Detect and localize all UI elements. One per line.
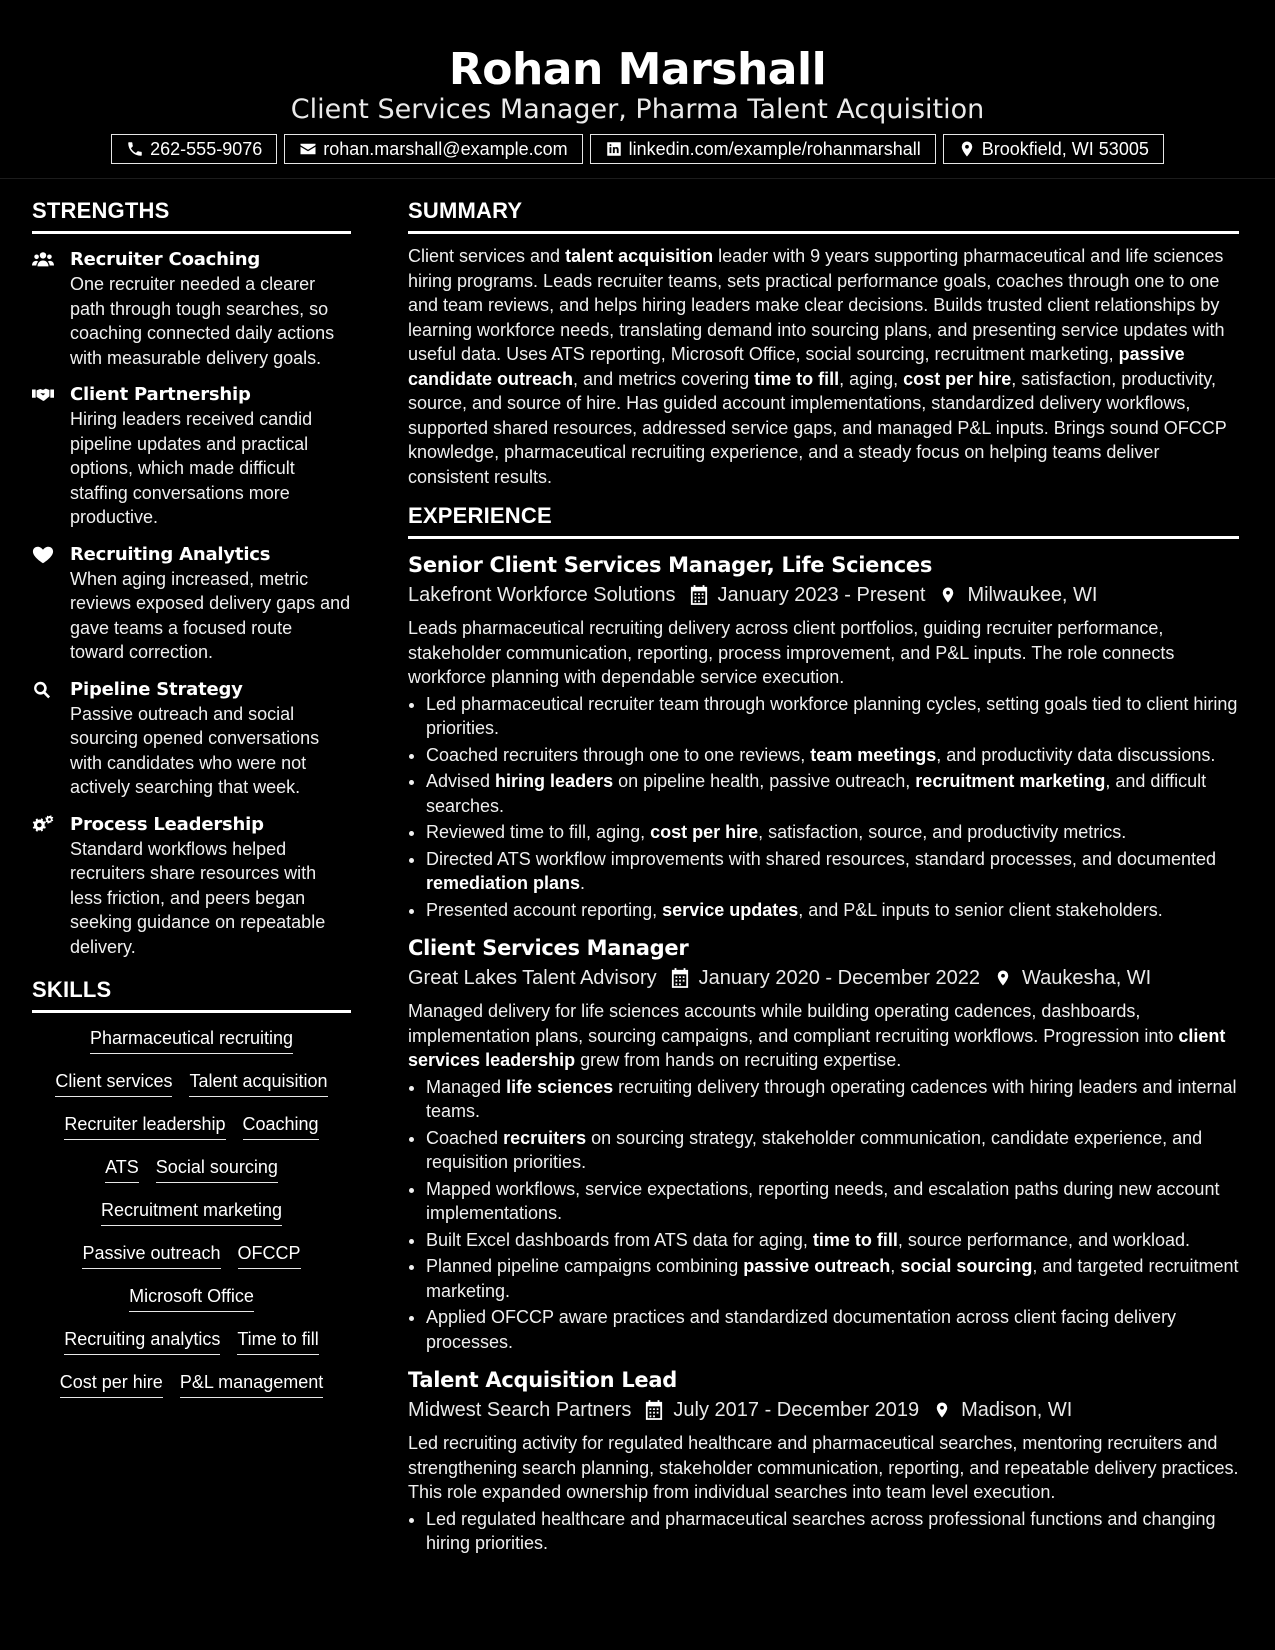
strengths-heading: STRENGTHS <box>32 198 351 234</box>
bullet-item: • Built Excel dashboards from ATS data for aging, time to fill, source performance, and workload. <box>426 1228 1239 1253</box>
job-title: Talent Acquisition Lead <box>408 1368 677 1392</box>
emphasis-text: remediation plans <box>426 873 581 893</box>
skill-tag: Recruiting analytics <box>64 1328 220 1355</box>
bullet-item: • Coached recruiters on sourcing strategy, stakeholder communication, candidate experience, and requisition priorities. <box>426 1126 1239 1175</box>
location-contact <box>943 134 1164 164</box>
strength-description: Standard workflows helped recruiters share resources with less friction, and peers began seeking guidance on repeatable delivery. <box>70 838 326 957</box>
skill-tag: ATS <box>105 1156 139 1183</box>
calendar-icon <box>671 968 689 988</box>
emphasis-text: cost per hire <box>903 368 1012 389</box>
calendar-icon <box>690 585 708 605</box>
emphasis-text: recruitment marketing <box>915 771 1106 791</box>
strength-item <box>32 248 351 370</box>
left-column <box>32 198 351 1414</box>
job-description: Leads pharmaceutical recruiting delivery across client portfolios, guiding recruiter performance, stakeholder communication, reporting, process improvement, and P&L inputs. The role connects workforce planning with dependable service execution. <box>408 618 1175 687</box>
job-meta <box>408 1395 1239 1425</box>
job-entry <box>408 551 1239 922</box>
map-pin-icon <box>933 1400 951 1420</box>
map-pin-icon <box>958 140 976 158</box>
bullet-item: • Managed life sciences recruiting delivery through operating cadences with hiring leaders and internal teams. <box>426 1075 1239 1124</box>
bullet-item: • Applied OFCCP aware practices and standardized documentation across client facing delivery processes. <box>426 1305 1239 1354</box>
candidate-name: Rohan Marshall <box>448 44 827 95</box>
job-dates: January 2020 - December 2022 <box>698 967 980 989</box>
emphasis-text: service updates <box>662 899 799 920</box>
strength-item <box>32 813 351 960</box>
bullet-item: • Mapped workflows, service expectations, reporting needs, and escalation paths during new account implementations. <box>426 1177 1239 1226</box>
strength-title: Recruiter Coaching <box>70 249 261 270</box>
phone-icon <box>126 140 144 158</box>
skill-tag: Cost per hire <box>60 1371 163 1398</box>
skill-tag: Recruitment marketing <box>101 1199 282 1226</box>
emphasis-text: cost per hire <box>650 822 759 842</box>
summary-heading: SUMMARY <box>408 198 1239 234</box>
emphasis-text: team meetings <box>810 744 937 765</box>
job-bullets <box>408 692 1239 923</box>
skill-row <box>129 1285 254 1312</box>
bullet-item: • Planned pipeline campaigns combining passive outreach, social sourcing, and targeted recruitment marketing. <box>426 1254 1239 1303</box>
gears-icon <box>32 813 70 960</box>
users-icon <box>32 248 70 370</box>
job-title: Client Services Manager <box>408 936 689 960</box>
map-pin-icon <box>939 585 957 605</box>
skill-tag: P&L management <box>180 1371 323 1398</box>
emphasis-text: hiring leaders <box>495 771 614 791</box>
map-pin-icon <box>994 968 1012 988</box>
email-text: rohan.marshall@example.com <box>323 138 568 159</box>
job-description: Led recruiting activity for regulated healthcare and pharmaceutical searches, mentoring recruiters and strengthening search planning, stakeholder communication, reporting, and repeatable delivery practices. This role expanded ownership from individual searches into team level execution. <box>408 1433 1239 1502</box>
job-bullets <box>408 1507 1239 1556</box>
strength-description: One recruiter needed a clearer path through tough searches, so coaching connected daily actions with measurable delivery goals. <box>70 274 335 368</box>
emphasis-text: social sourcing <box>900 1256 1033 1276</box>
strength-item <box>32 543 351 665</box>
contact-bar <box>0 134 1275 164</box>
company-name: Great Lakes Talent Advisory <box>408 967 657 989</box>
heart-icon <box>32 543 70 665</box>
skill-row <box>64 1113 318 1140</box>
skill-tag: Social sourcing <box>156 1156 278 1183</box>
job-location: Madison, WI <box>961 1399 1073 1421</box>
job-meta <box>408 963 1239 993</box>
skill-row <box>55 1070 327 1097</box>
phone-contact[interactable] <box>111 134 277 164</box>
skill-row <box>82 1242 300 1269</box>
skill-tag: Time to fill <box>237 1328 318 1355</box>
email-contact[interactable] <box>284 134 582 164</box>
job-entry <box>408 1366 1239 1556</box>
linkedin-icon <box>605 140 623 158</box>
job-description: Managed delivery for life sciences accounts while building operating cadences, dashboards, implementation plans, sourcing campaigns, and compliant recruiting workflows. Progression into client services leadership grew from hands on recruiting expertise. <box>408 1001 1226 1070</box>
strength-item <box>32 678 351 800</box>
candidate-title: Client Services Manager, Pharma Talent Acquisition <box>290 94 985 125</box>
skills-heading: SKILLS <box>32 977 351 1013</box>
strengths-list <box>32 248 351 959</box>
experience-heading: EXPERIENCE <box>408 503 1239 539</box>
company-name: Midwest Search Partners <box>408 1399 632 1421</box>
resume-header <box>0 0 1275 179</box>
job-entry <box>408 934 1239 1354</box>
right-column <box>408 198 1239 1558</box>
job-bullets <box>408 1075 1239 1355</box>
skill-row <box>105 1156 278 1183</box>
skill-tag: Client services <box>55 1070 172 1097</box>
linkedin-contact[interactable] <box>590 134 936 164</box>
bullet-item: • Led pharmaceutical recruiter team through workforce planning cycles, setting goals tied to client hiring priorities. <box>426 692 1239 741</box>
bullet-item: • Led regulated healthcare and pharmaceutical searches across professional functions and changing hiring priorities. <box>426 1507 1239 1556</box>
emphasis-text: passive outreach <box>743 1256 891 1276</box>
skill-tag: Recruiter leadership <box>64 1113 225 1140</box>
job-dates: January 2023 - Present <box>717 584 926 606</box>
emphasis-text: client services leadership <box>408 1025 1226 1070</box>
summary-text: Client services and talent acquisition leader with 9 years supporting pharmaceutical and life sciences hiring programs. Leads recruiter teams, sets practical performance goals, coaches through one to one and team reviews, and helps hiring leaders make clear decisions. Builds trusted client relationships by learning workforce needs, translating demand into sourcing plans, and presenting service updates with useful data. Uses ATS reporting, Microsoft Office, social sourcing, recruitment marketing, passive candidate outreach, and metrics covering time to fill, aging, cost per hire, satisfaction, productivity, source, and source of hire. Has guided account implementations, standardized delivery workflows, supported shared resources, addressed service gaps, and managed P&L inputs. Brings sound OFCCP knowledge, pharmaceutical recruiting experience, and a steady focus on helping teams deliver consistent results. <box>408 246 1227 487</box>
envelope-icon <box>299 140 317 158</box>
emphasis-text: life sciences <box>506 1076 614 1097</box>
skill-tag: OFCCP <box>238 1242 301 1269</box>
emphasis-text: time to fill <box>754 368 840 389</box>
strength-description: Passive outreach and social sourcing opened conversations with candidates who were not actively searching that week. <box>70 703 320 797</box>
company-name: Lakefront Workforce Solutions <box>408 584 676 606</box>
bullet-item: • Reviewed time to fill, aging, cost per hire, satisfaction, source, and productivity metrics. <box>426 820 1239 845</box>
location-text: Brookfield, WI 53005 <box>981 138 1149 159</box>
job-dates: July 2017 - December 2019 <box>673 1399 920 1421</box>
bullet-item: • Advised hiring leaders on pipeline health, passive outreach, recruitment marketing, and difficult searches. <box>426 769 1239 818</box>
skill-row <box>90 1027 293 1054</box>
emphasis-text: talent acquisition <box>565 246 714 266</box>
handshake-icon <box>32 383 70 530</box>
bullet-item: • Coached recruiters through one to one reviews, team meetings, and productivity data discussions. <box>426 743 1239 768</box>
skill-row <box>64 1328 318 1355</box>
job-location: Waukesha, WI <box>1021 967 1152 989</box>
strength-title: Client Partnership <box>70 384 251 405</box>
skill-row <box>60 1371 323 1398</box>
calendar-icon <box>645 1400 663 1420</box>
skill-tag: Pharmaceutical recruiting <box>90 1027 293 1054</box>
strength-description: Hiring leaders received candid pipeline updates and practical options, which made difficult staffing conversations more productive. <box>70 409 313 527</box>
job-location: Milwaukee, WI <box>967 584 1098 606</box>
strength-title: Pipeline Strategy <box>70 678 243 700</box>
strength-title: Process Leadership <box>70 813 264 835</box>
emphasis-text: recruiters <box>503 1127 587 1148</box>
skills-list <box>32 1027 351 1414</box>
phone-text: 262-555-9076 <box>150 138 263 159</box>
bullet-item: • Presented account reporting, service updates, and P&L inputs to senior client stakeholders. <box>426 898 1239 923</box>
emphasis-text: time to fill <box>812 1229 898 1250</box>
linkedin-text: linkedin.com/example/rohanmarshall <box>628 138 921 159</box>
skill-tag: Talent acquisition <box>189 1070 327 1097</box>
emphasis-text: passive candidate outreach <box>408 344 1185 389</box>
skill-row <box>101 1199 282 1226</box>
bullet-item: • Directed ATS workflow improvements with shared resources, standard processes, and documented remediation plans. <box>426 847 1239 896</box>
skill-tag: Microsoft Office <box>129 1285 254 1312</box>
skill-tag: Coaching <box>243 1113 319 1140</box>
skill-tag: Passive outreach <box>82 1242 220 1269</box>
strength-title: Recruiting Analytics <box>70 543 271 565</box>
job-meta <box>408 580 1239 610</box>
job-title: Senior Client Services Manager, Life Sciences <box>408 553 933 577</box>
strength-item <box>32 383 351 530</box>
strength-description: When aging increased, metric reviews exposed delivery gaps and gave teams a focused route toward correction. <box>70 568 351 662</box>
search-icon <box>32 678 70 800</box>
